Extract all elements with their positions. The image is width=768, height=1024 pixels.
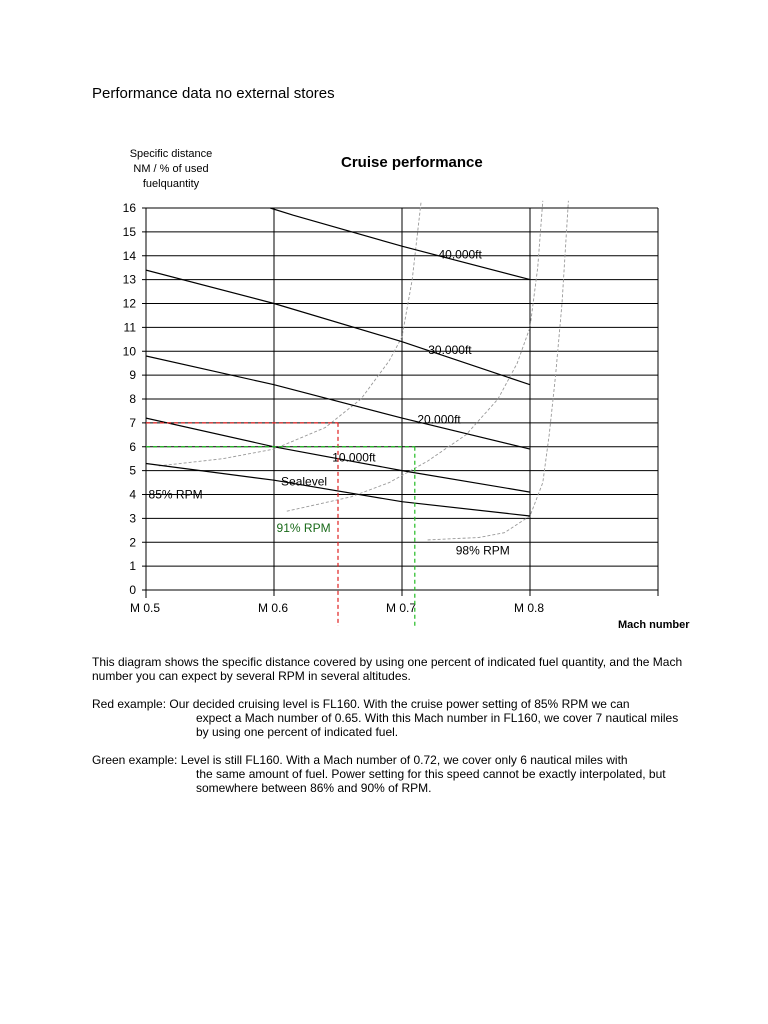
y-tick-label-7: 7 [129, 415, 136, 430]
chart-title: Cruise performance [341, 154, 483, 171]
rpm-label-3: 98% RPM [455, 543, 510, 558]
intro-paragraph: This diagram shows the specific distance covered by using one percent of indicated fuel quantity, and the Mach number you can expect by several RPM in several altitudes. [92, 655, 683, 683]
y-tick-label-3: 3 [129, 511, 136, 526]
altitude-label-4: 10.000ft [332, 450, 376, 465]
x-axis-label: Mach number [618, 619, 690, 631]
green-example-paragraph [92, 753, 692, 795]
x-tick-label-M05: M 0.5 [130, 601, 161, 615]
y-tick-label-1: 1 [129, 559, 136, 574]
y-tick-label-6: 6 [129, 439, 136, 454]
y-tick-label-11: 11 [123, 320, 136, 335]
red-example-lead: Red example: Our decided cruising level is FL160. With the cruise power setting of 85% RPM we can [92, 697, 630, 711]
x-tick-label-M06: M 0.6 [258, 601, 289, 615]
rpm-label-2: 91% RPM [276, 520, 331, 535]
green-example-continuation: the same amount of fuel. Power setting for this speed cannot be exactly interpolated, but somewhere between 86% and 90% of RPM. [196, 767, 666, 795]
red-example-continuation: expect a Mach number of 0.65. With this Mach number in FL160, we cover 7 nautical miles by using one percent of indicated fuel. [196, 711, 679, 739]
y-tick-label-16: 16 [122, 201, 136, 215]
red-example-paragraph [92, 697, 692, 739]
x-tick-label-M08: M 0.8 [514, 601, 545, 615]
altitude-label-5: Sealevel [281, 474, 328, 489]
y-tick-label-15: 15 [122, 224, 136, 239]
rpm-label-1: 85% RPM [148, 487, 203, 502]
x-tick-label-M07: M 0.7 [386, 601, 417, 615]
y-tick-label-2: 2 [129, 535, 136, 550]
page-heading: Performance data no external stores [92, 85, 335, 102]
y-axis-label-line-2: NM / % of used [133, 163, 209, 175]
altitude-label-2: 30.000ft [428, 343, 472, 358]
y-tick-label-9: 9 [129, 368, 136, 383]
altitude-label-1: 40.000ft [438, 247, 482, 262]
altitude-line-1 [270, 208, 530, 280]
y-tick-label-0: 0 [129, 583, 136, 597]
green-example-lead: Green example: Level is still FL160. With a Mach number of 0.72, we cover only 6 nautical miles with [92, 753, 628, 767]
y-tick-label-8: 8 [129, 392, 136, 406]
y-tick-label-13: 13 [122, 272, 136, 287]
altitude-line-3 [146, 356, 530, 449]
y-tick-label-4: 4 [129, 487, 136, 502]
altitude-label-3: 20.000ft [417, 412, 461, 427]
y-axis-label-line-1: Specific distance [129, 148, 213, 160]
y-axis-label-line-3: fuelquantity [142, 178, 200, 190]
y-tick-label-12: 12 [122, 296, 136, 311]
y-tick-label-14: 14 [122, 248, 136, 263]
description [92, 655, 692, 809]
y-tick-label-5: 5 [129, 463, 136, 478]
y-tick-label-10: 10 [122, 344, 136, 359]
